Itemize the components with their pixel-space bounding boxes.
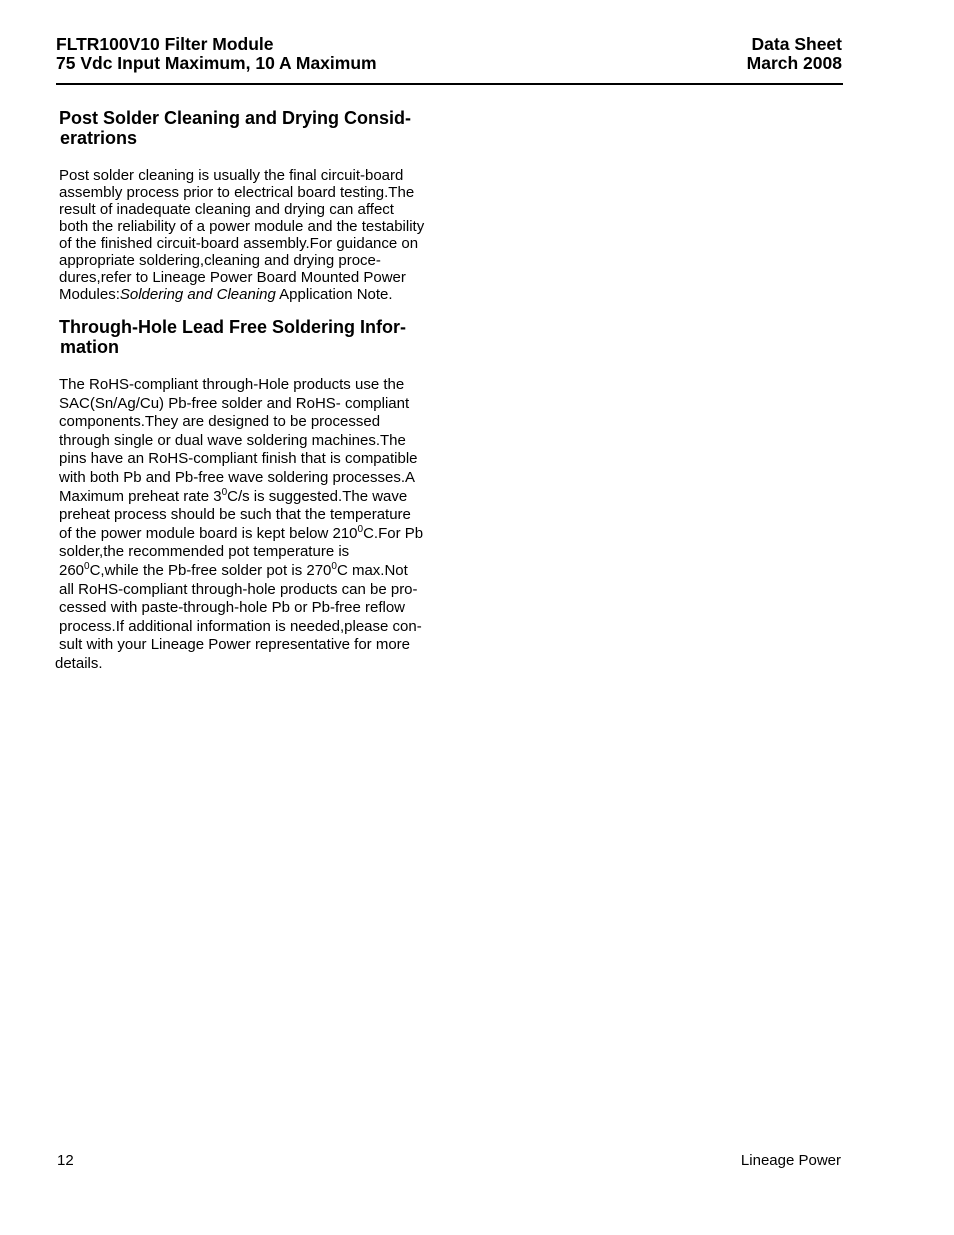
heading-line: Through-Hole Lead Free Soldering Infor- — [59, 317, 407, 337]
section-heading-cleaning — [59, 108, 444, 148]
footer-company: Lineage Power — [740, 1152, 841, 1169]
heading-line: mation — [60, 337, 120, 357]
text-line: of the finished circuit-board assembly.For guidance on — [59, 235, 419, 252]
page-header — [56, 35, 843, 85]
text-line — [59, 488, 444, 507]
text-span: C.For Pb — [363, 524, 424, 542]
header-doc-info — [747, 35, 842, 73]
italic-title: Soldering and Cleaning — [119, 286, 276, 303]
text-line: Post solder cleaning is usually the final circuit-board — [59, 167, 404, 184]
text-line: components.They are designed to be processed — [59, 413, 381, 431]
text-line: cessed with paste-through-hole Pb or Pb-free reflow — [59, 599, 406, 617]
text-line: details. — [55, 654, 103, 672]
text-line — [59, 525, 444, 544]
page-number: 12 — [57, 1152, 74, 1169]
text-line: assembly process prior to electrical board testing.The — [59, 184, 415, 201]
text-line — [59, 562, 444, 581]
text-line: SAC(Sn/Ag/Cu) Pb-free solder and RoHS- compliant — [59, 394, 410, 412]
header-title-block — [56, 35, 377, 73]
header-doc-type: Data Sheet — [751, 34, 842, 54]
header-product-subtitle: 75 Vdc Input Maximum, 10 A Maximum — [56, 53, 377, 73]
text-line: dures,refer to Lineage Power Board Mounted Power — [59, 269, 406, 286]
text-span: C/s is suggested.The wave — [227, 487, 408, 505]
heading-line: Post Solder Cleaning and Drying Consid- — [59, 108, 412, 128]
text-line: solder,the recommended pot temperature is — [59, 543, 350, 561]
text-line: result of inadequate cleaning and drying can affect — [59, 201, 394, 218]
text-line — [59, 286, 444, 303]
superscript: 0 — [357, 523, 364, 535]
superscript: 0 — [331, 560, 337, 572]
paragraph-through-hole — [55, 376, 444, 674]
header-product-title: FLTR100V10 Filter Module — [56, 34, 274, 54]
text-line: The RoHS-compliant through-Hole products use the — [59, 376, 405, 393]
text-line: preheat process should be such that the temperature — [59, 506, 411, 524]
text-line: sult with your Lineage Power representative for more — [59, 636, 411, 654]
text-line: with both Pb and Pb-free wave soldering processes.A — [59, 468, 416, 486]
text-line: both the reliability of a power module and the testability — [59, 218, 425, 235]
heading-line: eratrions — [60, 128, 138, 148]
text-span: Maximum preheat rate 3 — [59, 487, 222, 505]
text-line: through single or dual wave soldering machines.The — [59, 431, 406, 449]
header-date: March 2008 — [746, 53, 842, 73]
text-line: appropriate soldering,cleaning and drying proce- — [59, 252, 381, 269]
text-line: all RoHS-compliant through-hole products can be pro- — [59, 580, 418, 598]
main-content — [55, 108, 444, 674]
text-span: Application Note. — [275, 286, 393, 303]
text-span: C max.Not — [336, 561, 408, 579]
text-line: pins have an RoHS-compliant finish that is compatible — [59, 450, 418, 468]
text-span: C,while the Pb-free solder pot is 270 — [89, 561, 332, 579]
text-span: 260 — [59, 561, 85, 579]
paragraph-cleaning — [59, 167, 444, 303]
text-span: of the power module board is kept below 210 — [59, 524, 358, 542]
text-line: process.If additional information is needed,please con- — [59, 617, 422, 635]
superscript: 0 — [84, 560, 90, 572]
section-heading-through-hole — [59, 317, 444, 357]
superscript: 0 — [221, 486, 228, 498]
text-span: Modules: — [59, 286, 120, 303]
